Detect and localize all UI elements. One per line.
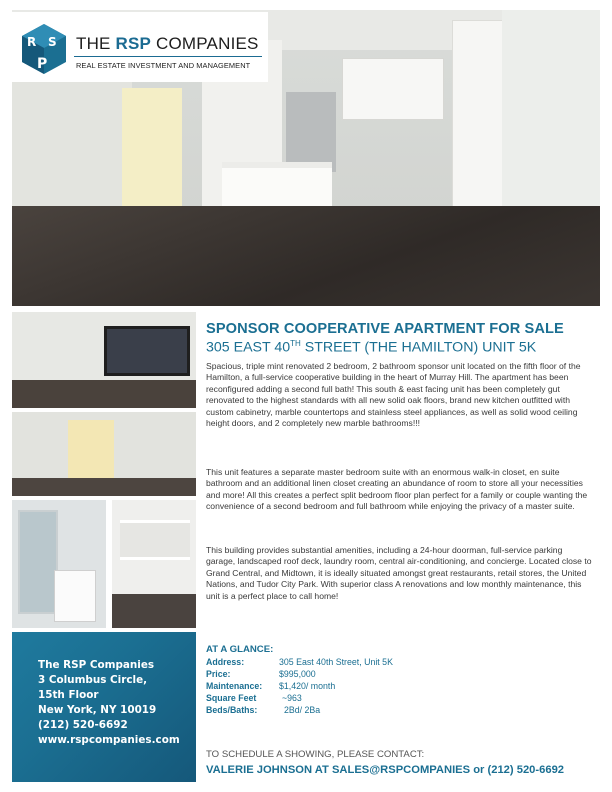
glance-label: Price: bbox=[206, 669, 231, 679]
company-name-suffix: COMPANIES bbox=[151, 34, 259, 53]
photo-living-room-window bbox=[12, 312, 196, 408]
glance-value: ~963 bbox=[282, 693, 302, 703]
photo-walk-in-closet bbox=[112, 500, 196, 628]
logo-letter-p: P bbox=[37, 56, 48, 72]
glance-label: Maintenance: bbox=[206, 681, 263, 691]
contact-company: The RSP Companies bbox=[38, 659, 155, 671]
glance-value: $995,000 bbox=[279, 669, 316, 679]
wood-floor bbox=[12, 206, 600, 306]
glance-value: 305 East 40th Street, Unit 5K bbox=[279, 657, 393, 667]
window bbox=[104, 326, 190, 376]
company-name bbox=[76, 34, 259, 54]
closet-shelves bbox=[120, 520, 190, 560]
glance-heading: AT A GLANCE: bbox=[206, 644, 274, 655]
listing-address bbox=[206, 339, 536, 356]
contact-street: 3 Columbus Circle, bbox=[38, 674, 148, 686]
logo-letter-s: S bbox=[48, 35, 57, 49]
contact-panel bbox=[12, 632, 196, 782]
glance-value: 2Bd/ 2Ba bbox=[284, 705, 321, 715]
photo-hallway bbox=[12, 412, 196, 496]
description-paragraph: This unit features a separate master bedroom suite with an enormous walk-in closet, en suite bathroom and an additional linen closet creating an abundance of room to store all your necessities and more! All this creates a perfect split bedroom floor plan perfect for a family or couple wanting the convenience of a second bedroom and full bathroom while enjoying the privacy of a master suite. bbox=[206, 467, 588, 512]
shower-glass bbox=[18, 510, 58, 614]
glance-value: $1,420/ month bbox=[279, 681, 336, 691]
contact-phone[interactable]: (212) 520-6692 bbox=[38, 719, 128, 731]
logo bbox=[12, 12, 268, 82]
logo-divider bbox=[74, 56, 262, 57]
floor bbox=[112, 594, 196, 628]
logo-letter-r: R bbox=[27, 35, 37, 49]
glance-label: Square Feet bbox=[206, 693, 257, 703]
photo-bathroom bbox=[12, 500, 106, 628]
agent-contact[interactable]: VALERIE JOHNSON AT SALES@RSPCOMPANIES or (212) 520-6692 bbox=[206, 764, 565, 776]
glance-label: Beds/Baths: bbox=[206, 705, 258, 715]
address-prefix: 305 EAST 40 bbox=[206, 339, 291, 356]
floor bbox=[12, 478, 196, 496]
kitchen-cabinets bbox=[342, 58, 444, 120]
lit-doorway bbox=[122, 88, 182, 208]
company-name-prefix: THE bbox=[76, 34, 116, 53]
address-suffix: STREET (THE HAMILTON) UNIT 5K bbox=[300, 339, 537, 356]
listing-title: SPONSOR COOPERATIVE APARTMENT FOR SALE bbox=[206, 321, 564, 337]
description-paragraph: This building provides substantial amenities, including a 24-hour doorman, full-service parking garage, landscaped roof deck, laundry room, central air-conditioning, and concierge. Located close to Grand Central, and Midtown, it is ideally situated amongst great restaurants, retail stores, the United Nations, and Tudor City Park. With superior class A renovations and low monthly maintenance, this unit is a perfect place to call home! bbox=[206, 545, 592, 601]
schedule-prompt: TO SCHEDULE A SHOWING, PLEASE CONTACT: bbox=[206, 749, 425, 760]
glance-label: Address: bbox=[206, 657, 245, 667]
floor bbox=[12, 380, 196, 408]
address-ordinal: TH bbox=[290, 339, 301, 348]
description-paragraph: Spacious, triple mint renovated 2 bedroom, 2 bathroom sponsor unit located on the fifth floor of the Hamilton, a full-service cooperative building in the heart of Murray Hill. The apartment has been reconfigured adding a second full bath! This south & east facing unit has been completely gut renovated to the highest standards with all new solid oak floors, brand new kitchen outfitted with custom cabinetry, marble countertops and stainless steel appliances, as well as solid wood ceiling height doors, and 2 completely new marble bathrooms!!! bbox=[206, 361, 581, 429]
refrigerator bbox=[286, 92, 336, 172]
lit-doorway bbox=[68, 420, 114, 484]
vanity bbox=[54, 570, 96, 622]
company-tagline: REAL ESTATE INVESTMENT AND MANAGEMENT bbox=[76, 61, 251, 70]
company-name-highlight: RSP bbox=[115, 34, 152, 53]
contact-city: New York, NY 10019 bbox=[38, 704, 157, 716]
rsp-logo-mark bbox=[20, 22, 68, 76]
contact-website[interactable]: www.rspcompanies.com bbox=[38, 734, 180, 746]
contact-floor: 15th Floor bbox=[38, 689, 99, 701]
